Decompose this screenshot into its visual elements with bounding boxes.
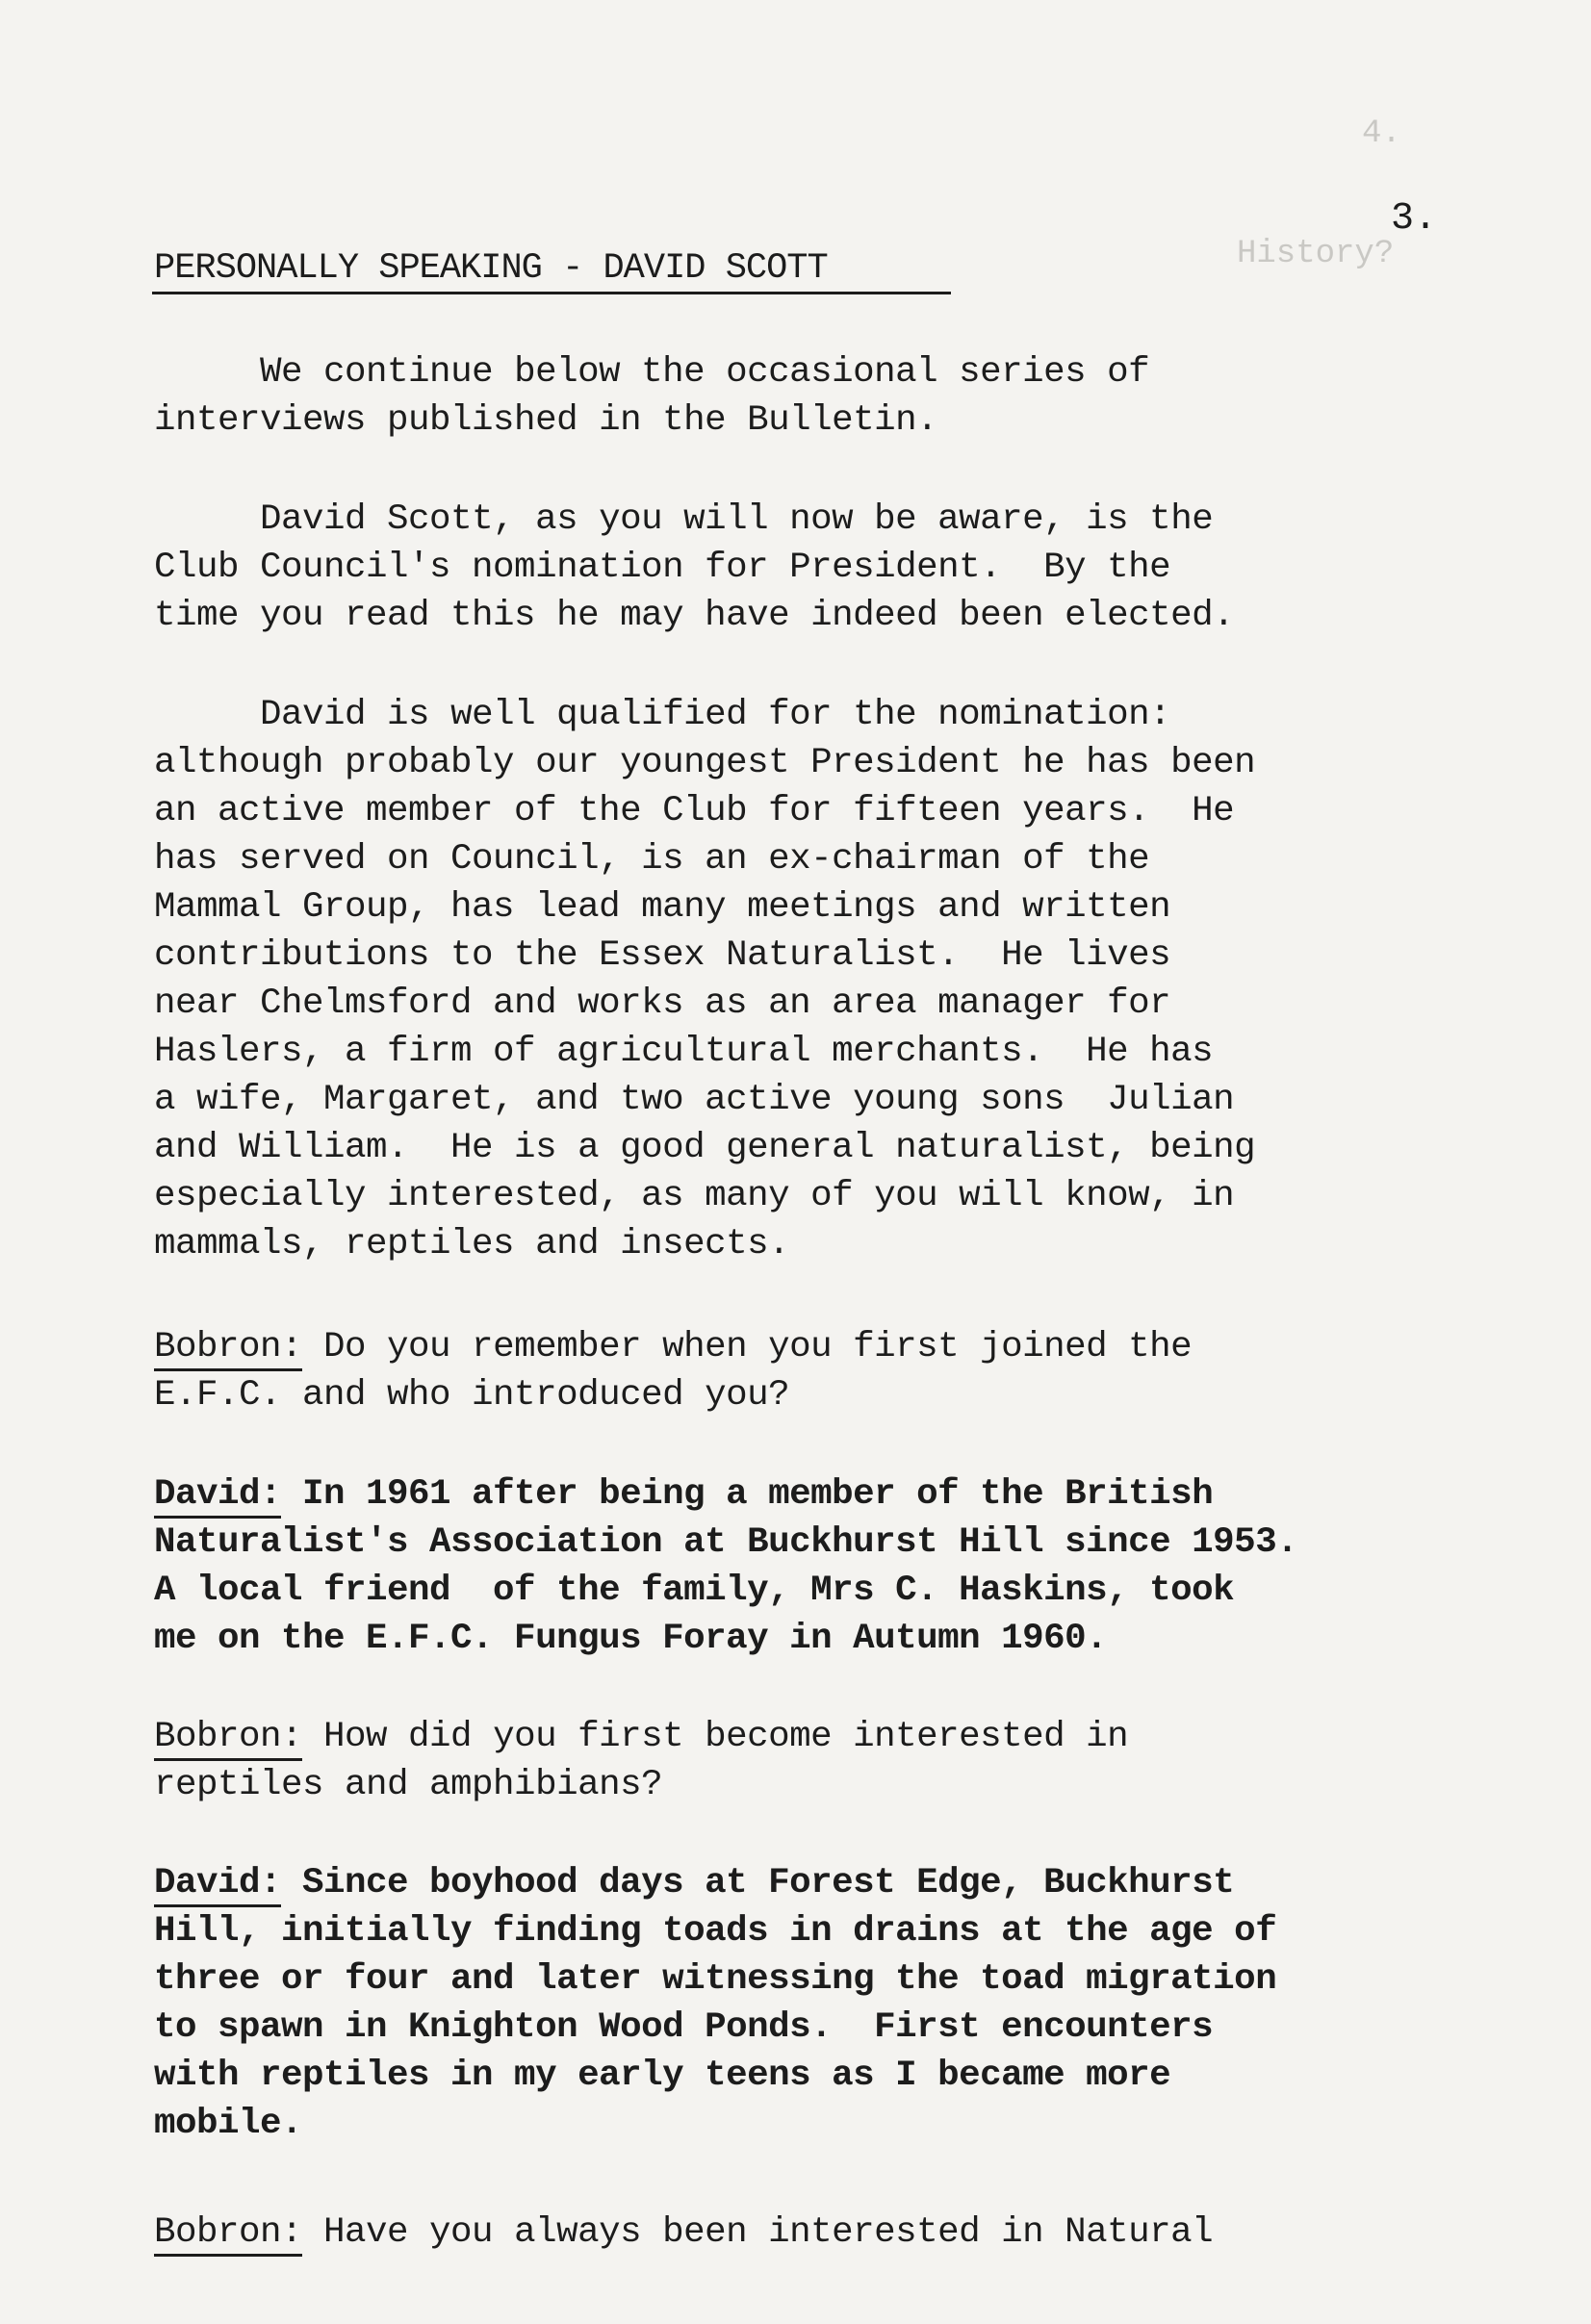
speaker-label: Bobron: <box>154 1717 302 1761</box>
speaker-label: David: <box>154 1474 281 1519</box>
intro-line: interviews published in the Bulletin. <box>154 400 938 441</box>
para-line: and William. He is a good general naturalist, being <box>154 1128 1256 1168</box>
answer-line: with reptiles in my early teens as I became more <box>154 2056 1171 2096</box>
article-title: PERSONALLY SPEAKING - DAVID SCOTT <box>154 248 828 289</box>
para-line: although probably our youngest President he has been <box>154 743 1256 783</box>
para-line: near Chelmsford and works as an area manager for <box>154 983 1171 1024</box>
para-line: David Scott, as you will now be aware, is the <box>260 499 1214 540</box>
question-line: reptiles and amphibians? <box>154 1765 663 1805</box>
para-line: has served on Council, is an ex-chairman of the <box>154 839 1150 880</box>
faint-bleed-text: History? <box>1237 236 1395 272</box>
question-line: Bobron: Do you remember when you first joined the <box>154 1323 1192 1371</box>
answer-line: Hill, initially finding toads in drains at the age of <box>154 1911 1277 1952</box>
answer-line: A local friend of the family, Mrs C. Haskins, took <box>154 1571 1235 1611</box>
para-line: an active member of the Club for fifteen years. He <box>154 791 1235 831</box>
answer-line: three or four and later witnessing the toad migration <box>154 1959 1277 2000</box>
para-line: mammals, reptiles and insects. <box>154 1224 790 1264</box>
question-line: Bobron: How did you first become interested in <box>154 1713 1128 1761</box>
question-line: Bobron: Have you always been interested in Natural <box>154 2209 1213 2257</box>
para-line: Mammal Group, has lead many meetings and written <box>154 887 1171 928</box>
speaker-label: Bobron: <box>154 2212 302 2257</box>
answer-line: David: Since boyhood days at Forest Edge, Buckhurst <box>154 1859 1234 1907</box>
para-line: Haslers, a firm of agricultural merchants. He has <box>154 1032 1214 1072</box>
answer-line: David: In 1961 after being a member of the British <box>154 1470 1213 1519</box>
answer-line: Naturalist's Association at Buckhurst Hill since 1953. <box>154 1522 1298 1563</box>
para-line: Club Council's nomination for President. By the <box>154 548 1171 588</box>
para-line: especially interested, as many of you will know, in <box>154 1176 1235 1216</box>
faint-page-mark: 4. <box>1362 115 1401 152</box>
answer-line: to spawn in Knighton Wood Ponds. First encounters <box>154 2007 1214 2048</box>
intro-line: We continue below the occasional series of <box>260 352 1150 393</box>
para-line: time you read this he may have indeed been elected. <box>154 596 1235 636</box>
answer-line: mobile. <box>154 2104 303 2144</box>
para-line: David is well qualified for the nomination: <box>260 695 1171 735</box>
speaker-label: David: <box>154 1863 281 1907</box>
para-line: a wife, Margaret, and two active young sons Julian <box>154 1080 1235 1120</box>
answer-line: me on the E.F.C. Fungus Foray in Autumn 1960. <box>154 1619 1108 1659</box>
para-line: contributions to the Essex Naturalist. He lives <box>154 935 1171 976</box>
speaker-label: Bobron: <box>154 1327 302 1371</box>
title-underline <box>152 292 951 294</box>
page-number: 3. <box>1391 197 1438 241</box>
question-line: E.F.C. and who introduced you? <box>154 1375 790 1416</box>
